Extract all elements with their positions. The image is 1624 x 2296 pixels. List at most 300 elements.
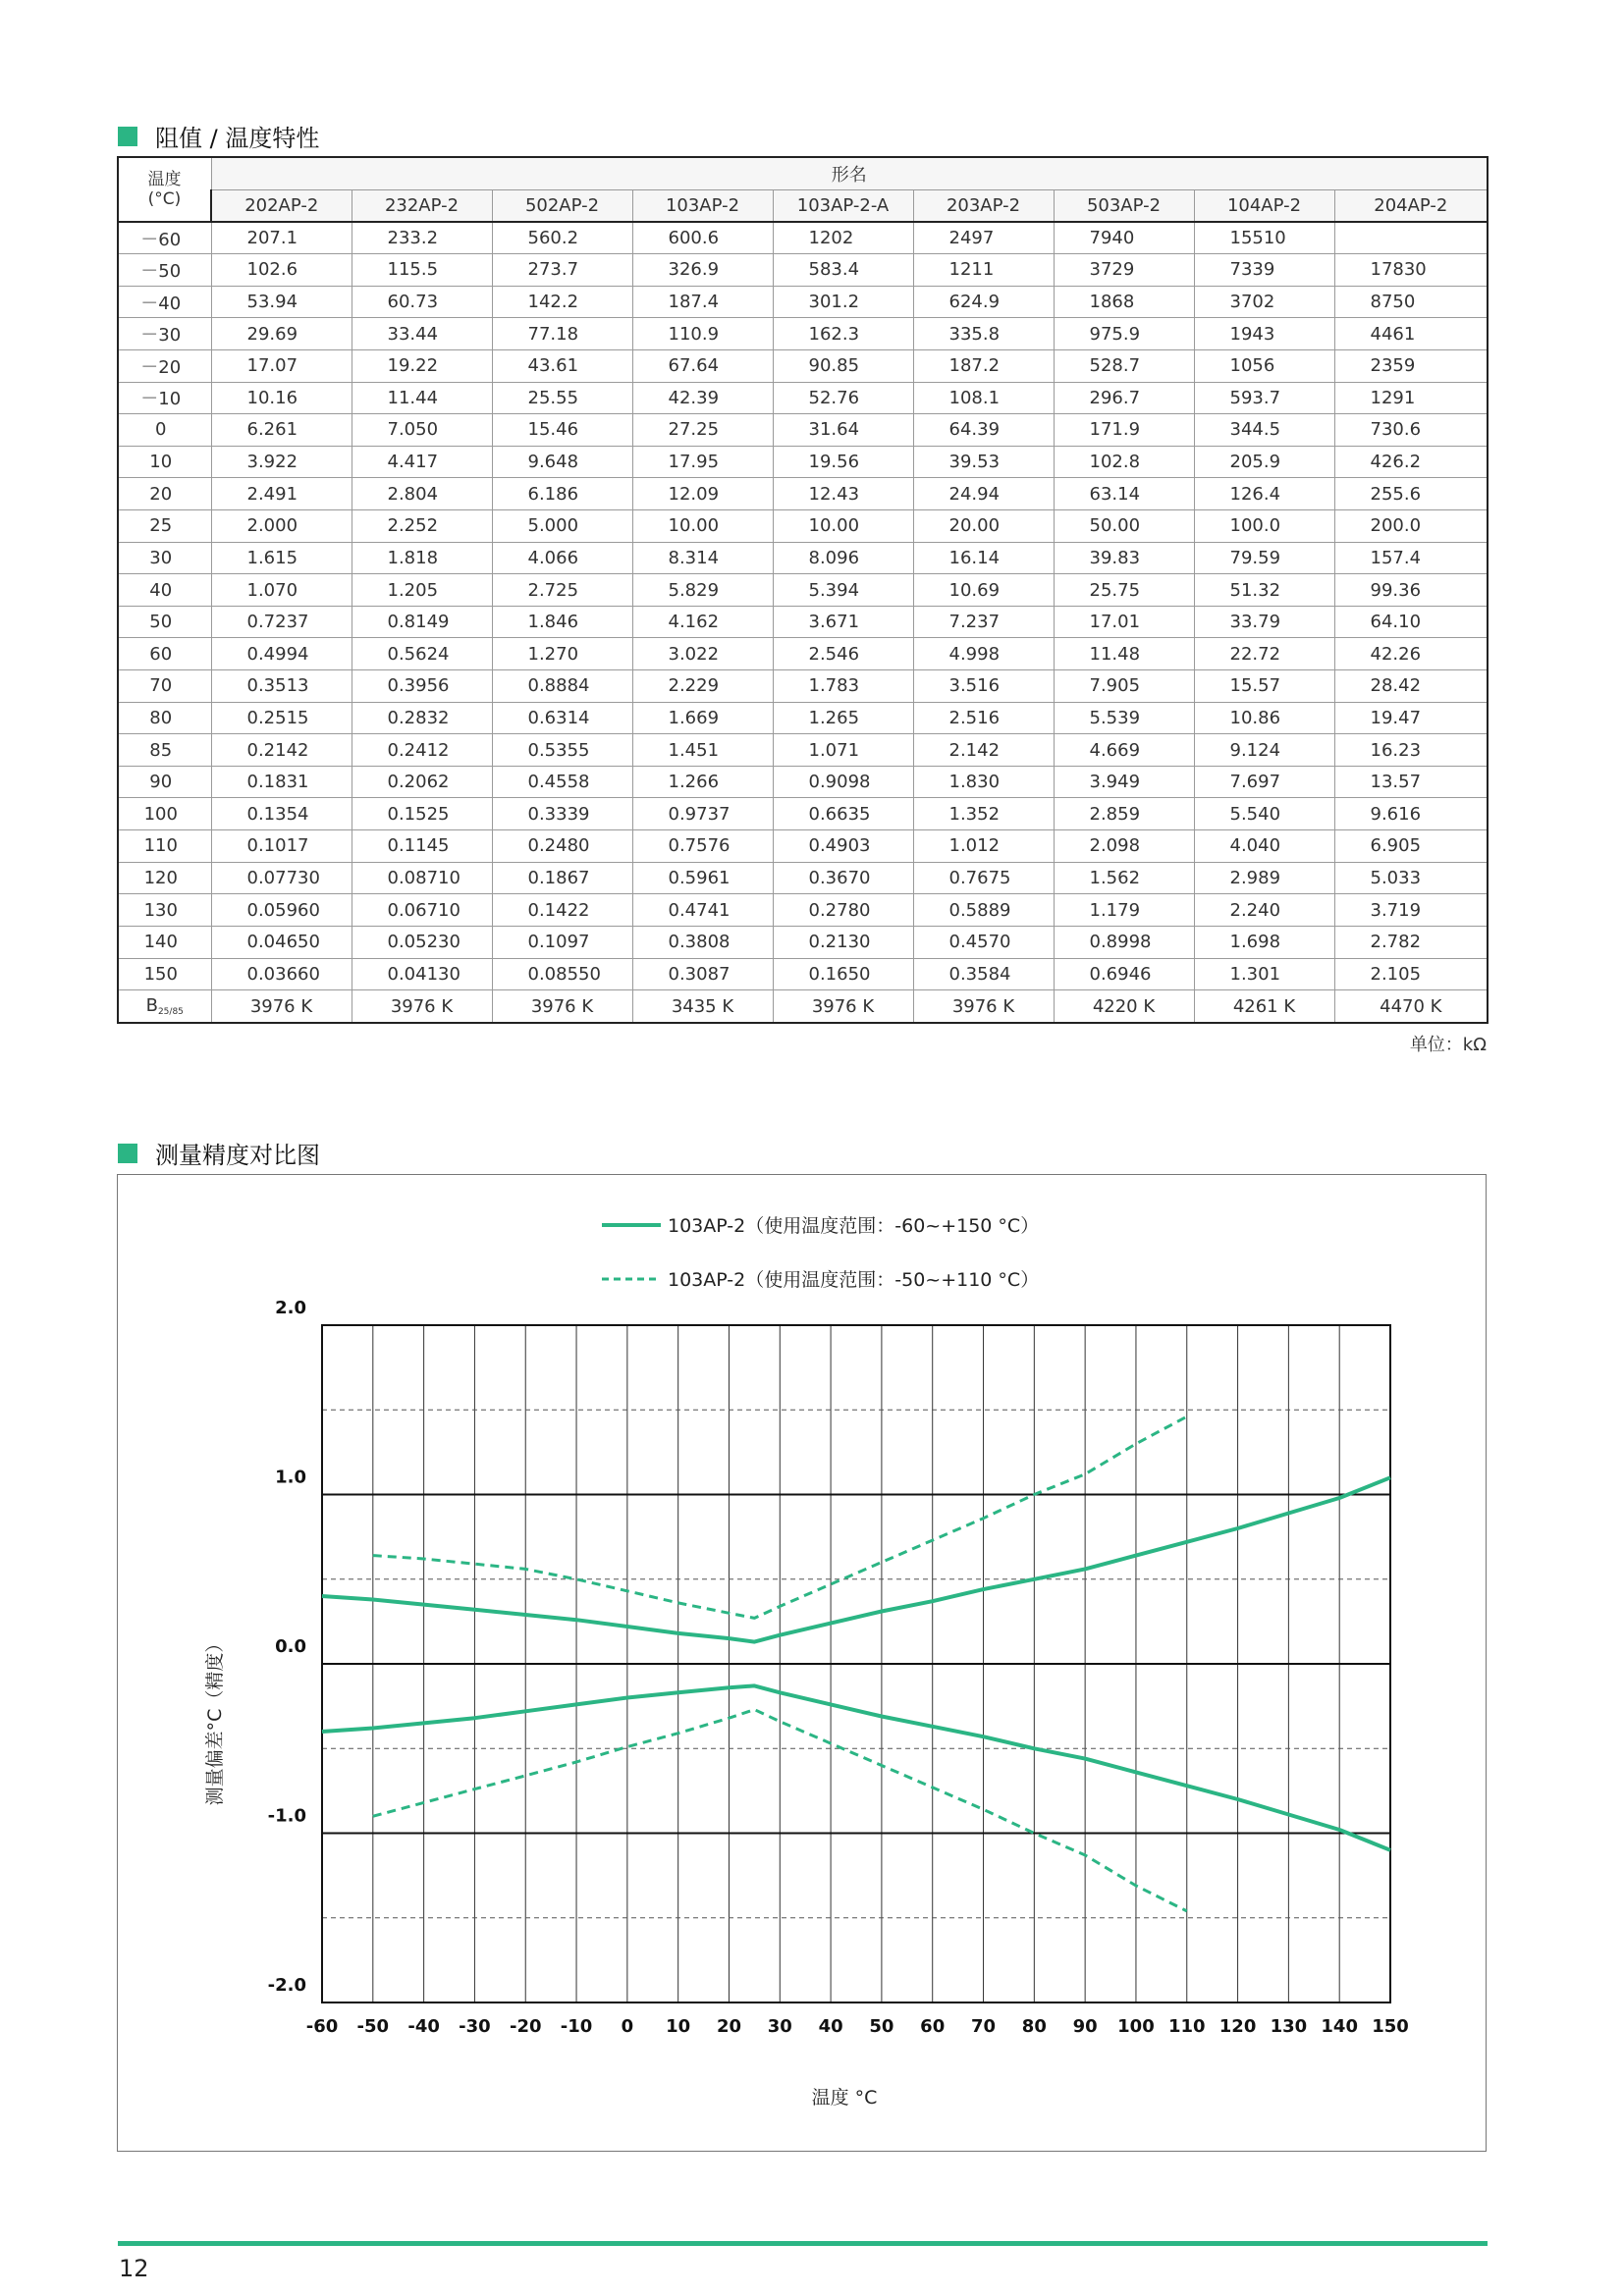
- temp-cell: 120: [118, 862, 211, 894]
- resistance-cell: 0.5961: [632, 862, 773, 894]
- resistance-cell: 1.615: [211, 542, 352, 574]
- temp-cell: 150: [118, 958, 211, 990]
- b-constant-cell: 3976 K: [773, 990, 913, 1023]
- resistance-cell: 2.229: [632, 670, 773, 703]
- accuracy-chart-frame: [117, 1174, 1487, 2152]
- resistance-table: [117, 156, 1489, 1024]
- resistance-cell: 9.648: [492, 446, 632, 478]
- b-constant-cell: 4261 K: [1194, 990, 1334, 1023]
- resistance-cell: 19.47: [1334, 702, 1488, 734]
- resistance-cell: 64.39: [913, 414, 1054, 447]
- section-title: 阻值 / 温度特性: [155, 125, 320, 152]
- temp-cell: －20: [118, 349, 211, 382]
- x-tick-label: 80: [1021, 2016, 1047, 2037]
- model-header: 202AP-2: [211, 189, 352, 222]
- resistance-cell: 593.7: [1194, 382, 1334, 414]
- resistance-cell: 1.830: [913, 766, 1054, 798]
- resistance-cell: 2.240: [1194, 894, 1334, 927]
- table-row: [118, 894, 1488, 927]
- resistance-cell: 1.270: [492, 638, 632, 670]
- table-row: [118, 542, 1488, 574]
- resistance-cell: 0.4570: [913, 926, 1054, 958]
- temp-cell: 60: [118, 638, 211, 670]
- resistance-cell: 0.1017: [211, 830, 352, 863]
- resistance-cell: 6.261: [211, 414, 352, 447]
- resistance-cell: 4.040: [1194, 830, 1334, 863]
- temp-cell: 25: [118, 509, 211, 542]
- x-tick-label: 150: [1372, 2016, 1409, 2037]
- temp-cell: －30: [118, 318, 211, 350]
- resistance-cell: 43.61: [492, 349, 632, 382]
- model-header: 103AP-2-A: [773, 189, 913, 222]
- resistance-cell: 60.73: [352, 286, 492, 318]
- resistance-cell: 7339: [1194, 254, 1334, 287]
- resistance-cell: 0.4903: [773, 830, 913, 863]
- resistance-cell: 5.829: [632, 574, 773, 607]
- resistance-cell: 0.1867: [492, 862, 632, 894]
- resistance-cell: 10.16: [211, 382, 352, 414]
- table-row: [118, 766, 1488, 798]
- resistance-cell: 17.07: [211, 349, 352, 382]
- resistance-cell: 1943: [1194, 318, 1334, 350]
- x-tick-label: 140: [1321, 2016, 1358, 2037]
- table-row: [118, 830, 1488, 863]
- resistance-cell: 0.4994: [211, 638, 352, 670]
- x-tick-label: -30: [459, 2016, 491, 2037]
- resistance-cell: 53.94: [211, 286, 352, 318]
- resistance-cell: 3.516: [913, 670, 1054, 703]
- resistance-cell: 67.64: [632, 349, 773, 382]
- resistance-cell: 10.69: [913, 574, 1054, 607]
- legend-label-2: 103AP-2（使用温度范围：-50~+110 °C）: [668, 1269, 1040, 1291]
- resistance-cell: 10.86: [1194, 702, 1334, 734]
- y-tick-label: 2.0: [275, 1298, 306, 1318]
- resistance-cell: 79.59: [1194, 542, 1334, 574]
- resistance-cell: 4.162: [632, 606, 773, 638]
- resistance-cell: 296.7: [1054, 382, 1194, 414]
- resistance-cell: 0.1097: [492, 926, 632, 958]
- temp-cell: －10: [118, 382, 211, 414]
- table-row: [118, 638, 1488, 670]
- resistance-cell: 187.2: [913, 349, 1054, 382]
- b-constant-cell: 3976 K: [913, 990, 1054, 1023]
- legend-label-1: 103AP-2（使用温度范围：-60~+150 °C）: [668, 1215, 1040, 1237]
- resistance-cell: 528.7: [1054, 349, 1194, 382]
- resistance-cell: 1.669: [632, 702, 773, 734]
- resistance-cell: 20.00: [913, 509, 1054, 542]
- resistance-cell: 0.6946: [1054, 958, 1194, 990]
- resistance-cell: 0.1525: [352, 798, 492, 830]
- table-row: [118, 670, 1488, 703]
- resistance-cell: 0.5355: [492, 734, 632, 767]
- resistance-cell: 115.5: [352, 254, 492, 287]
- temp-cell: 110: [118, 830, 211, 863]
- resistance-cell: 0.1650: [773, 958, 913, 990]
- resistance-cell: 5.000: [492, 509, 632, 542]
- table-row: [118, 702, 1488, 734]
- resistance-cell: 0.3339: [492, 798, 632, 830]
- resistance-cell: 0.08550: [492, 958, 632, 990]
- resistance-cell: 42.26: [1334, 638, 1488, 670]
- resistance-cell: 9.616: [1334, 798, 1488, 830]
- resistance-cell: 255.6: [1334, 478, 1488, 510]
- x-tick-label: 100: [1117, 2016, 1155, 2037]
- resistance-cell: 0.4741: [632, 894, 773, 927]
- resistance-cell: 27.25: [632, 414, 773, 447]
- x-tick-label: 50: [869, 2016, 894, 2037]
- resistance-cell: 12.43: [773, 478, 913, 510]
- resistance-cell: 8750: [1334, 286, 1488, 318]
- resistance-cell: 25.55: [492, 382, 632, 414]
- resistance-cell: 50.00: [1054, 509, 1194, 542]
- resistance-cell: 2.989: [1194, 862, 1334, 894]
- x-tick-label: 110: [1167, 2016, 1206, 2037]
- table-row: [118, 606, 1488, 638]
- section-header-accuracy: [118, 1136, 320, 1170]
- x-tick-label: 30: [767, 2016, 792, 2037]
- resistance-cell: 0.1831: [211, 766, 352, 798]
- resistance-cell: 326.9: [632, 254, 773, 287]
- resistance-cell: 0.8998: [1054, 926, 1194, 958]
- resistance-cell: 0.2062: [352, 766, 492, 798]
- resistance-cell: 63.14: [1054, 478, 1194, 510]
- resistance-cell: 0.1354: [211, 798, 352, 830]
- resistance-cell: 0.05960: [211, 894, 352, 927]
- resistance-cell: 2.252: [352, 509, 492, 542]
- resistance-cell: 0.2780: [773, 894, 913, 927]
- model-header: 503AP-2: [1054, 189, 1194, 222]
- table-row: [118, 286, 1488, 318]
- resistance-cell: 301.2: [773, 286, 913, 318]
- resistance-cell: 99.36: [1334, 574, 1488, 607]
- resistance-cell: 1211: [913, 254, 1054, 287]
- resistance-cell: 2.142: [913, 734, 1054, 767]
- resistance-cell: 51.32: [1194, 574, 1334, 607]
- resistance-cell: 0.4558: [492, 766, 632, 798]
- resistance-cell: 975.9: [1054, 318, 1194, 350]
- resistance-cell: 3.671: [773, 606, 913, 638]
- resistance-cell: 1.698: [1194, 926, 1334, 958]
- resistance-cell: 0.04130: [352, 958, 492, 990]
- resistance-cell: 1.070: [211, 574, 352, 607]
- resistance-cell: 64.10: [1334, 606, 1488, 638]
- resistance-cell: 600.6: [632, 222, 773, 254]
- resistance-cell: 7.905: [1054, 670, 1194, 703]
- x-tick-label: 130: [1270, 2016, 1308, 2037]
- resistance-cell: 5.539: [1054, 702, 1194, 734]
- resistance-cell: 2.491: [211, 478, 352, 510]
- resistance-cell: 0.03660: [211, 958, 352, 990]
- table-row: [118, 222, 1488, 254]
- resistance-cell: 142.2: [492, 286, 632, 318]
- temp-cell: 100: [118, 798, 211, 830]
- resistance-cell: 4.417: [352, 446, 492, 478]
- b-constant-row: [118, 990, 1488, 1023]
- resistance-cell: 187.4: [632, 286, 773, 318]
- model-header: 203AP-2: [913, 189, 1054, 222]
- resistance-cell: 3.719: [1334, 894, 1488, 927]
- resistance-cell: 0.3584: [913, 958, 1054, 990]
- page-number: 12: [119, 2255, 149, 2282]
- x-tick-label: 0: [621, 2016, 634, 2037]
- resistance-cell: 7.697: [1194, 766, 1334, 798]
- resistance-cell: 1.352: [913, 798, 1054, 830]
- resistance-cell: 8.096: [773, 542, 913, 574]
- x-tick-label: 70: [970, 2016, 997, 2037]
- accuracy-chart: [118, 1175, 1486, 2151]
- model-group-header: 形名: [211, 157, 1488, 189]
- resistance-cell: 0.8149: [352, 606, 492, 638]
- resistance-cell: 5.540: [1194, 798, 1334, 830]
- resistance-cell: 0.3808: [632, 926, 773, 958]
- resistance-cell: 273.7: [492, 254, 632, 287]
- x-tick-label: 60: [920, 2016, 946, 2037]
- table-row: [118, 862, 1488, 894]
- model-header: 232AP-2: [352, 189, 492, 222]
- resistance-cell: 0.04650: [211, 926, 352, 958]
- resistance-cell: 3.922: [211, 446, 352, 478]
- resistance-cell: 207.1: [211, 222, 352, 254]
- resistance-cell: 1.301: [1194, 958, 1334, 990]
- resistance-cell: 108.1: [913, 382, 1054, 414]
- resistance-cell: 1.818: [352, 542, 492, 574]
- resistance-cell: 1202: [773, 222, 913, 254]
- resistance-cell: 102.8: [1054, 446, 1194, 478]
- resistance-cell: 162.3: [773, 318, 913, 350]
- temp-cell: 130: [118, 894, 211, 927]
- resistance-cell: 426.2: [1334, 446, 1488, 478]
- resistance-cell: 29.69: [211, 318, 352, 350]
- b-constant-symbol: B: [145, 995, 158, 1017]
- resistance-cell: 126.4: [1194, 478, 1334, 510]
- resistance-cell: 2.000: [211, 509, 352, 542]
- resistance-cell: 2.098: [1054, 830, 1194, 863]
- resistance-cell: 10.00: [632, 509, 773, 542]
- temp-column-header: [118, 157, 211, 222]
- resistance-cell: 17830: [1334, 254, 1488, 287]
- resistance-cell: 0.5624: [352, 638, 492, 670]
- resistance-cell: 52.76: [773, 382, 913, 414]
- resistance-cell: 2.859: [1054, 798, 1194, 830]
- resistance-cell: 344.5: [1194, 414, 1334, 447]
- resistance-cell: 4.066: [492, 542, 632, 574]
- series-line-1-upper: [322, 1477, 1390, 1641]
- resistance-cell: 2497: [913, 222, 1054, 254]
- resistance-cell: 7.050: [352, 414, 492, 447]
- resistance-cell: 0.05230: [352, 926, 492, 958]
- resistance-cell: [1334, 222, 1488, 254]
- b-constant-cell: 3976 K: [492, 990, 632, 1023]
- resistance-cell: 7.237: [913, 606, 1054, 638]
- table-row: [118, 926, 1488, 958]
- y-axis-label: 测量偏差°C（精度）: [204, 1633, 226, 1806]
- resistance-cell: 1291: [1334, 382, 1488, 414]
- resistance-cell: 100.0: [1194, 509, 1334, 542]
- table-row: [118, 382, 1488, 414]
- resistance-cell: 335.8: [913, 318, 1054, 350]
- resistance-cell: 1.451: [632, 734, 773, 767]
- table-row: [118, 574, 1488, 607]
- resistance-cell: 157.4: [1334, 542, 1488, 574]
- resistance-cell: 171.9: [1054, 414, 1194, 447]
- resistance-cell: 15.46: [492, 414, 632, 447]
- resistance-cell: 0.08710: [352, 862, 492, 894]
- resistance-cell: 730.6: [1334, 414, 1488, 447]
- resistance-cell: 0.7675: [913, 862, 1054, 894]
- table-row: [118, 509, 1488, 542]
- resistance-cell: 0.06710: [352, 894, 492, 927]
- resistance-cell: 5.033: [1334, 862, 1488, 894]
- resistance-cell: 0.2412: [352, 734, 492, 767]
- resistance-cell: 13.57: [1334, 766, 1488, 798]
- x-axis-label: 温度 °C: [811, 2087, 878, 2109]
- resistance-cell: 1.012: [913, 830, 1054, 863]
- resistance-cell: 624.9: [913, 286, 1054, 318]
- temp-cell: 50: [118, 606, 211, 638]
- resistance-cell: 33.44: [352, 318, 492, 350]
- footer-divider: [118, 2241, 1488, 2246]
- resistance-cell: 11.48: [1054, 638, 1194, 670]
- resistance-cell: 15510: [1194, 222, 1334, 254]
- resistance-cell: 0.2515: [211, 702, 352, 734]
- resistance-cell: 11.44: [352, 382, 492, 414]
- resistance-cell: 24.94: [913, 478, 1054, 510]
- temp-cell: 0: [118, 414, 211, 447]
- resistance-cell: 3702: [1194, 286, 1334, 318]
- b-constant-subscript: 25/85: [157, 1007, 184, 1018]
- temp-cell: 70: [118, 670, 211, 703]
- section-marker-icon: [118, 1144, 137, 1163]
- resistance-cell: 16.23: [1334, 734, 1488, 767]
- resistance-cell: 0.2832: [352, 702, 492, 734]
- resistance-cell: 6.905: [1334, 830, 1488, 863]
- resistance-cell: 0.6314: [492, 702, 632, 734]
- resistance-cell: 0.7576: [632, 830, 773, 863]
- resistance-cell: 2.782: [1334, 926, 1488, 958]
- y-tick-label: -1.0: [267, 1805, 306, 1827]
- temp-cell: 30: [118, 542, 211, 574]
- resistance-cell: 25.75: [1054, 574, 1194, 607]
- resistance-cell: 2359: [1334, 349, 1488, 382]
- resistance-cell: 39.53: [913, 446, 1054, 478]
- x-tick-label: 10: [666, 2016, 691, 2037]
- table-row: [118, 478, 1488, 510]
- resistance-cell: 5.394: [773, 574, 913, 607]
- resistance-cell: 583.4: [773, 254, 913, 287]
- resistance-cell: 2.516: [913, 702, 1054, 734]
- resistance-cell: 22.72: [1194, 638, 1334, 670]
- temp-cell: 90: [118, 766, 211, 798]
- resistance-cell: 28.42: [1334, 670, 1488, 703]
- resistance-cell: 4.669: [1054, 734, 1194, 767]
- x-tick-label: -10: [560, 2016, 593, 2037]
- temp-cell: 10: [118, 446, 211, 478]
- temp-cell: 80: [118, 702, 211, 734]
- resistance-cell: 110.9: [632, 318, 773, 350]
- resistance-cell: 1.265: [773, 702, 913, 734]
- table-row: [118, 958, 1488, 990]
- resistance-cell: 15.57: [1194, 670, 1334, 703]
- table-row: [118, 798, 1488, 830]
- unit-label: 单位：kΩ: [1409, 1035, 1487, 1055]
- resistance-cell: 0.1145: [352, 830, 492, 863]
- section-title: 测量精度对比图: [155, 1142, 320, 1169]
- resistance-cell: 3.949: [1054, 766, 1194, 798]
- resistance-cell: 0.3956: [352, 670, 492, 703]
- x-tick-label: -40: [407, 2016, 440, 2037]
- table-row: [118, 734, 1488, 767]
- resistance-cell: 6.186: [492, 478, 632, 510]
- resistance-cell: 0.8884: [492, 670, 632, 703]
- y-tick-label: 1.0: [275, 1467, 306, 1488]
- b-constant-cell: 3435 K: [632, 990, 773, 1023]
- section-marker-icon: [118, 127, 137, 146]
- table-row: [118, 414, 1488, 447]
- resistance-cell: 1.846: [492, 606, 632, 638]
- temp-cell: －40: [118, 286, 211, 318]
- resistance-cell: 1056: [1194, 349, 1334, 382]
- temp-cell: 140: [118, 926, 211, 958]
- resistance-cell: 19.22: [352, 349, 492, 382]
- temp-header-unit: (°C): [147, 189, 182, 209]
- section-header-resistance: [118, 119, 319, 153]
- table-row: [118, 349, 1488, 382]
- resistance-cell: 1868: [1054, 286, 1194, 318]
- resistance-cell: 42.39: [632, 382, 773, 414]
- x-tick-label: -50: [356, 2016, 390, 2037]
- model-header: 204AP-2: [1334, 189, 1488, 222]
- resistance-cell: 205.9: [1194, 446, 1334, 478]
- resistance-cell: 0.07730: [211, 862, 352, 894]
- resistance-cell: 39.83: [1054, 542, 1194, 574]
- resistance-cell: 4461: [1334, 318, 1488, 350]
- model-header: 103AP-2: [632, 189, 773, 222]
- resistance-cell: 0.2142: [211, 734, 352, 767]
- resistance-cell: 17.95: [632, 446, 773, 478]
- temp-cell: 85: [118, 734, 211, 767]
- resistance-cell: 1.783: [773, 670, 913, 703]
- resistance-cell: 0.9737: [632, 798, 773, 830]
- x-tick-label: -60: [305, 2016, 339, 2037]
- resistance-cell: 2.546: [773, 638, 913, 670]
- resistance-cell: 17.01: [1054, 606, 1194, 638]
- resistance-cell: 0.2130: [773, 926, 913, 958]
- resistance-cell: 12.09: [632, 478, 773, 510]
- y-tick-label: -2.0: [267, 1975, 306, 1996]
- resistance-cell: 1.179: [1054, 894, 1194, 927]
- table-row: [118, 446, 1488, 478]
- resistance-cell: 2.804: [352, 478, 492, 510]
- resistance-cell: 0.6635: [773, 798, 913, 830]
- resistance-cell: 4.998: [913, 638, 1054, 670]
- x-tick-label: 20: [716, 2016, 742, 2037]
- resistance-cell: 560.2: [492, 222, 632, 254]
- resistance-cell: 0.7237: [211, 606, 352, 638]
- resistance-cell: 8.314: [632, 542, 773, 574]
- resistance-cell: 3729: [1054, 254, 1194, 287]
- temp-cell: 40: [118, 574, 211, 607]
- temp-cell: －50: [118, 254, 211, 287]
- resistance-cell: 233.2: [352, 222, 492, 254]
- resistance-cell: 1.266: [632, 766, 773, 798]
- resistance-cell: 2.105: [1334, 958, 1488, 990]
- model-header: 502AP-2: [492, 189, 632, 222]
- temp-cell: －60: [118, 222, 211, 254]
- resistance-cell: 1.205: [352, 574, 492, 607]
- b-constant-cell: 4470 K: [1334, 990, 1488, 1023]
- x-tick-label: 120: [1218, 2016, 1257, 2037]
- temp-header-label: 温度: [147, 170, 182, 189]
